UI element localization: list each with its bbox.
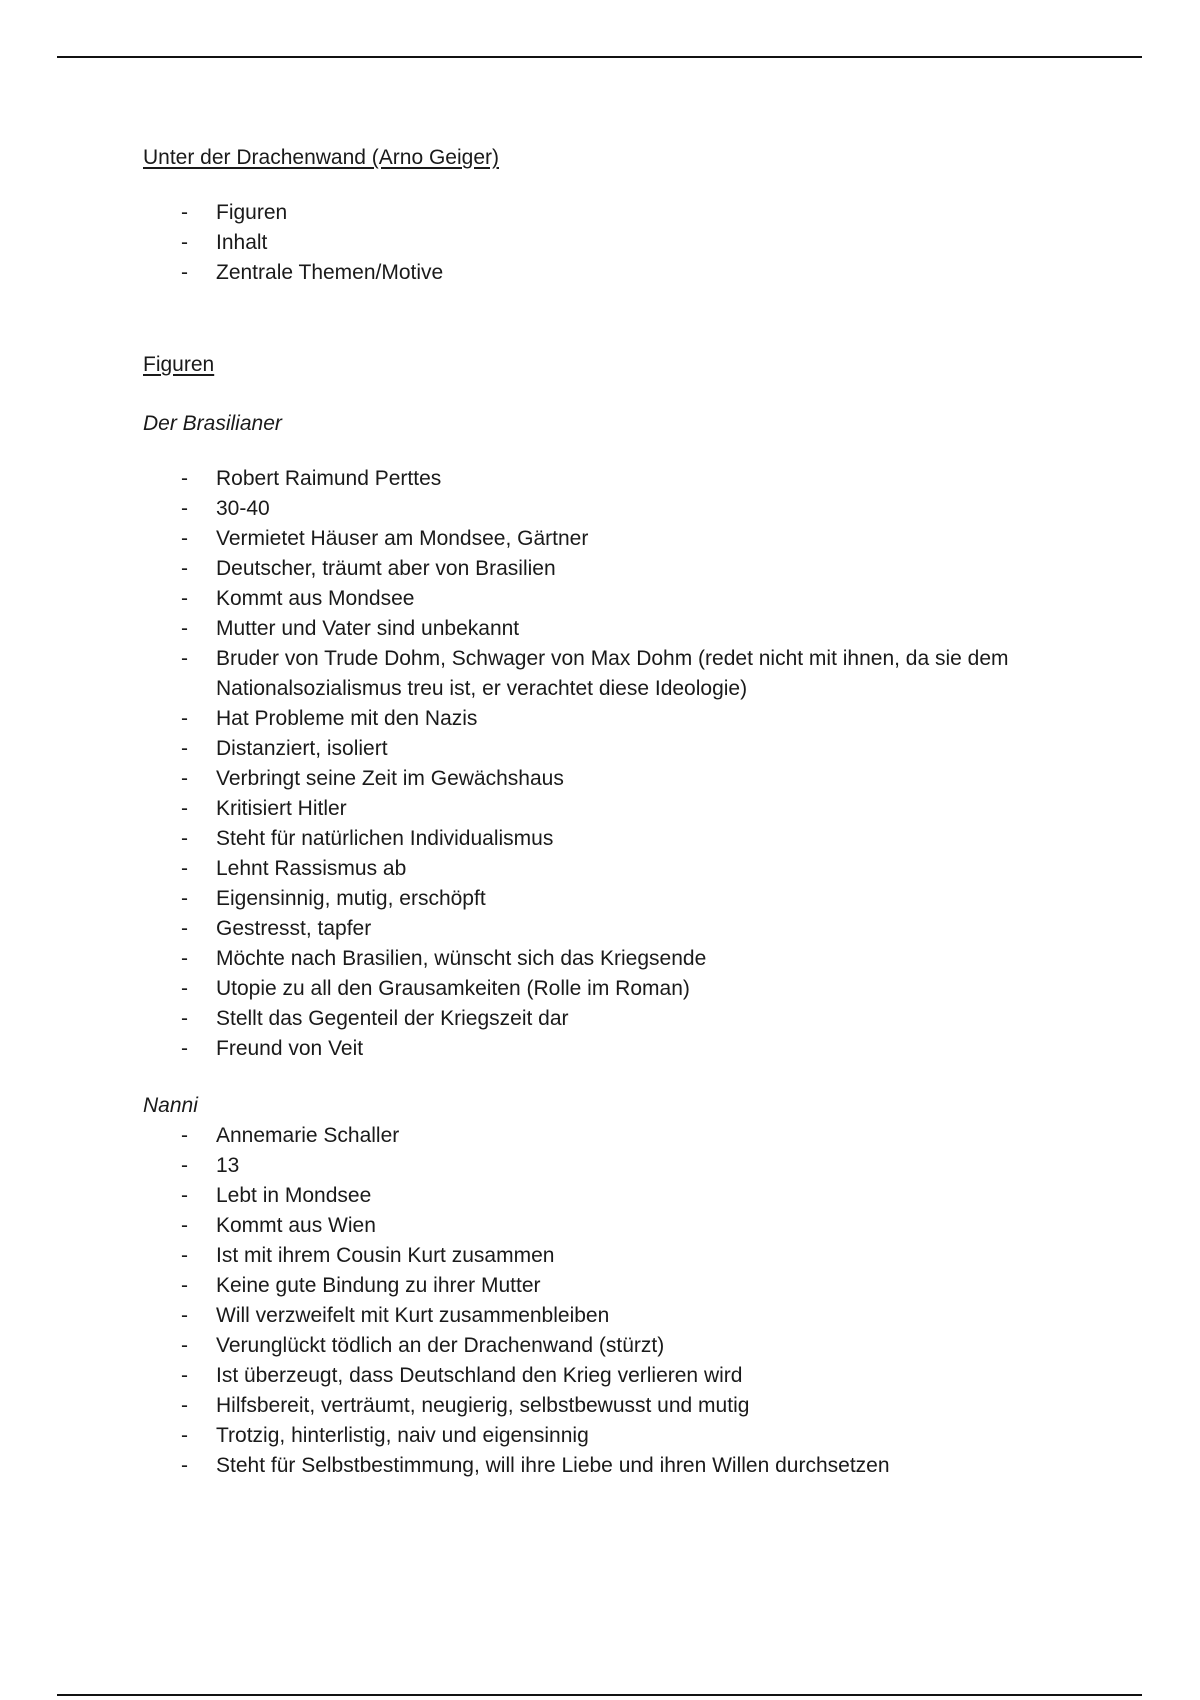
trait-item: - Kritisiert Hitler (216, 794, 1143, 824)
document-body (143, 143, 1143, 1481)
footer-rule (57, 1694, 1142, 1696)
toc-item: - Inhalt (216, 228, 1143, 258)
trait-item: - Stellt das Gegenteil der Kriegszeit dar (216, 1004, 1143, 1034)
trait-item: - 13 (216, 1151, 1143, 1181)
document-title: Unter der Drachenwand (Arno Geiger) (143, 146, 499, 169)
trait-item: - Trotzig, hinterlistig, naiv und eigensinnig (216, 1421, 1143, 1451)
trait-item: - Steht für natürlichen Individualismus (216, 824, 1143, 854)
trait-item: - Möchte nach Brasilien, wünscht sich das Kriegsende (216, 944, 1143, 974)
trait-item: - Steht für Selbstbestimmung, will ihre Liebe und ihren Willen durchsetzen (216, 1451, 1143, 1481)
trait-item: - Distanziert, isoliert (216, 734, 1143, 764)
trait-item: - Eigensinnig, mutig, erschöpft (216, 884, 1143, 914)
toc-list (143, 198, 1143, 288)
trait-item: - Will verzweifelt mit Kurt zusammenbleiben (216, 1301, 1143, 1331)
character-traits-list (143, 464, 1143, 1064)
header-rule (57, 56, 1142, 58)
trait-item: - Kommt aus Mondsee (216, 584, 1143, 614)
character-traits-list (143, 1121, 1143, 1481)
trait-item: - 30-40 (216, 494, 1143, 524)
trait-item: - Freund von Veit (216, 1034, 1143, 1064)
trait-item: - Utopie zu all den Grausamkeiten (Rolle im Roman) (216, 974, 1143, 1004)
trait-item: - Vermietet Häuser am Mondsee, Gärtner (216, 524, 1143, 554)
trait-item: - Annemarie Schaller (216, 1121, 1143, 1151)
trait-item: - Verunglückt tödlich an der Drachenwand (stürzt) (216, 1331, 1143, 1361)
trait-item: - Lehnt Rassismus ab (216, 854, 1143, 884)
trait-item: - Robert Raimund Perttes (216, 464, 1143, 494)
trait-item: - Hat Probleme mit den Nazis (216, 704, 1143, 734)
character-name: Der Brasilianer (143, 412, 282, 435)
toc-item: - Zentrale Themen/Motive (216, 258, 1143, 288)
trait-item: - Mutter und Vater sind unbekannt (216, 614, 1143, 644)
trait-item: - Kommt aus Wien (216, 1211, 1143, 1241)
trait-item: - Verbringt seine Zeit im Gewächshaus (216, 764, 1143, 794)
trait-item: - Ist überzeugt, dass Deutschland den Krieg verlieren wird (216, 1361, 1143, 1391)
trait-item: - Bruder von Trude Dohm, Schwager von Max Dohm (redet nicht mit ihnen, da sie dem Nationalsozialismus treu ist, er verachtet diese Ideologie) (216, 644, 1143, 704)
character-name: Nanni (143, 1094, 198, 1117)
trait-item: - Hilfsbereit, verträumt, neugierig, selbstbewusst und mutig (216, 1391, 1143, 1421)
trait-item: - Keine gute Bindung zu ihrer Mutter (216, 1271, 1143, 1301)
trait-item: - Lebt in Mondsee (216, 1181, 1143, 1211)
toc-item: - Figuren (216, 198, 1143, 228)
trait-item: - Deutscher, träumt aber von Brasilien (216, 554, 1143, 584)
trait-item: - Gestresst, tapfer (216, 914, 1143, 944)
trait-item: - Ist mit ihrem Cousin Kurt zusammen (216, 1241, 1143, 1271)
section-heading: Figuren (143, 353, 215, 376)
